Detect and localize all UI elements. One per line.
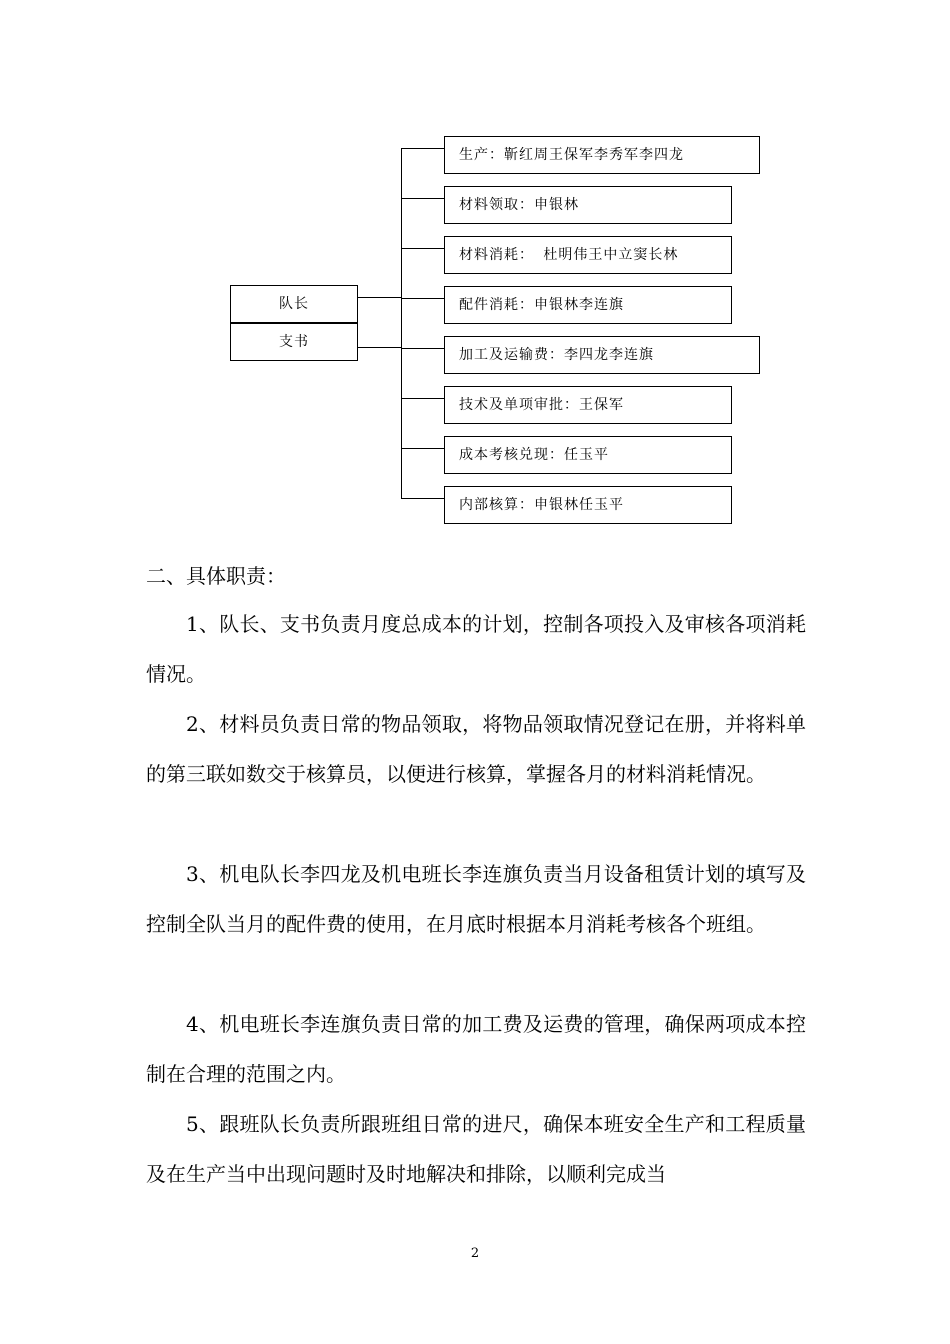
paragraph-4: 4、机电班长李连旗负责日常的加工费及运费的管理，确保两项成本控制在合理的范围之内。: [146, 1012, 806, 1086]
paragraph-1: 1、队长、支书负责月度总成本的计划，控制各项投入及审核各项消耗情况。: [146, 612, 806, 686]
org-box-internal-accounting: 内部核算：申银林任玉平: [444, 486, 732, 524]
org-box-team-leader: 队长: [230, 285, 358, 323]
paragraph-2: 2、材料员负责日常的物品领取，将物品领取情况登记在册，并将料单的第三联如数交于核算员，以便进行核算，掌握各月的材料消耗情况。: [146, 712, 806, 786]
org-box-party-secretary: 支书: [230, 323, 358, 361]
connector-branch-5: [401, 348, 444, 349]
connector-horizontal-bottom: [358, 347, 401, 348]
section-heading: 二、具体职责：: [146, 564, 286, 588]
org-box-processing-transport: 加工及运输费：李四龙李连旗: [444, 336, 760, 374]
connector-branch-7: [401, 448, 444, 449]
connector-branch-2: [401, 198, 444, 199]
connector-branch-3: [401, 248, 444, 249]
connector-horizontal-top: [358, 297, 401, 298]
connector-branch-1: [401, 148, 444, 149]
org-box-technical-approval: 技术及单项审批：王保军: [444, 386, 732, 424]
org-box-material-consumption: 材料消耗： 杜明伟王中立窦长林: [444, 236, 732, 274]
org-box-cost-assessment: 成本考核兑现：任玉平: [444, 436, 732, 474]
connector-vertical-trunk: [401, 148, 402, 498]
connector-branch-6: [401, 398, 444, 399]
org-box-parts-consumption: 配件消耗：申银林李连旗: [444, 286, 732, 324]
paragraph-5: 5、跟班队长负责所跟班组日常的进尺，确保本班安全生产和工程质量及在生产当中出现问题时及时地解决和排除，以顺利完成当: [146, 1112, 806, 1186]
page-number: 2: [470, 1246, 480, 1261]
org-box-material-collection: 材料领取：申银林: [444, 186, 732, 224]
connector-branch-8: [401, 498, 444, 499]
org-box-production: 生产：靳红周王保军李秀军李四龙: [444, 136, 760, 174]
paragraph-3: 3、机电队长李四龙及机电班长李连旗负责当月设备租赁计划的填写及控制全队当月的配件费的使用，在月底时根据本月消耗考核各个班组。: [146, 862, 806, 936]
connector-branch-4: [401, 298, 444, 299]
